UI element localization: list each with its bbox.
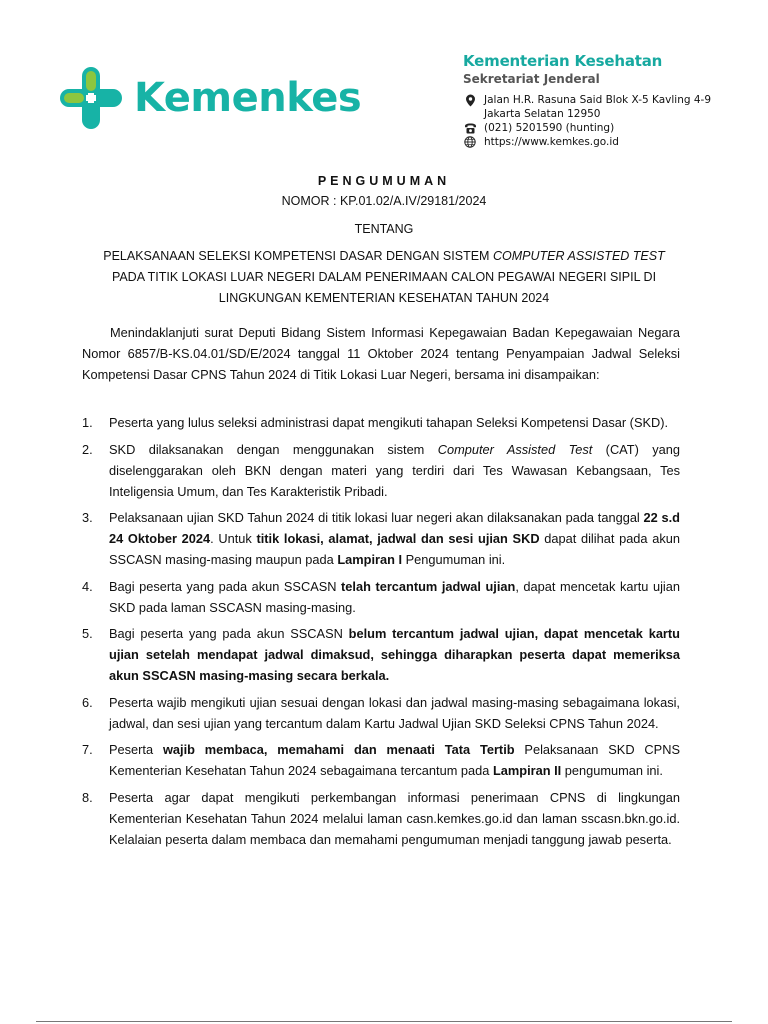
text-run: Peserta yang lulus seleksi administrasi dapat mengikuti tahapan Seleksi Kompetensi Dasar (SKD). <box>109 415 669 430</box>
website-row <box>463 135 753 149</box>
list-item-text <box>109 739 680 781</box>
bold-text: Lampiran I <box>337 552 403 567</box>
subject-part-3: PADA TITIK LOKASI LUAR NEGERI DALAM PENERIMAAN CALON PEGAWAI NEGERI SIPIL DI LINGKUNGAN KEMENTERIAN KESEHATAN TAHUN 2024 <box>111 270 657 305</box>
bold-text: titik lokasi, alamat, jadwal dan sesi ujian SKD <box>256 531 540 546</box>
list-item-text <box>109 623 680 686</box>
document-about: TENTANG <box>354 222 414 236</box>
list-item-text <box>109 787 680 850</box>
text-run: Pengumuman ini. <box>402 552 506 567</box>
text-run: Pelaksanaan ujian SKD Tahun 2024 di titik lokasi luar negeri akan dilaksanakan pada tanggal <box>109 510 644 525</box>
subject-part-italic: COMPUTER ASSISTED TEST <box>492 249 665 263</box>
list-item <box>82 623 680 686</box>
text-run: Bagi peserta yang pada akun SSCASN <box>109 626 349 641</box>
text-run: dapat dilihat pada akun SSCASN masing-masing maupun pada <box>109 531 680 567</box>
kemenkes-emblem-icon <box>56 63 126 133</box>
text-run: Bagi peserta yang pada akun SSCASN <box>109 578 342 594</box>
footer-divider <box>36 1021 732 1022</box>
list-item-text <box>109 507 680 570</box>
document-subject <box>90 246 678 309</box>
address-line-1: Jalan H.R. Rasuna Said Blok X-5 Kavling 4-9 <box>484 94 712 106</box>
italic-text: Computer Assisted Test <box>437 441 593 457</box>
list-item-text <box>109 576 680 618</box>
phone-icon <box>463 121 477 135</box>
logo-wordmark: Kemenkes <box>134 75 362 121</box>
list-item <box>82 739 680 781</box>
globe-icon <box>463 135 477 149</box>
list-item <box>82 692 680 734</box>
list-item-number: 7. <box>82 742 93 757</box>
list-item <box>82 576 680 618</box>
location-icon <box>463 93 477 107</box>
address-row <box>463 93 753 107</box>
list-item-number: 6. <box>82 694 93 710</box>
list-item-number: 3. <box>82 510 93 525</box>
phone-number: (021) 5201590 (hunting) <box>484 122 615 134</box>
bold-text: wajib membaca, memahami dan menaati Tata Tertib <box>162 742 515 757</box>
text-run: Peserta <box>109 742 163 757</box>
text-run: Pelaksanaan SKD CPNS Kementerian Kesehatan Tahun 2024 sebagaimana tercantum pada <box>109 742 680 778</box>
text-run: (CAT) yang diselenggarakan oleh BKN dengan materi yang terdiri dari Tes Wawasan Kebangsaan, Tes Inteligensia Umum, dan Tes Karakteristik Pribadi. <box>109 441 680 499</box>
bold-text: Lampiran II <box>492 763 562 778</box>
list-item <box>82 412 680 433</box>
text-run: pengumuman ini. <box>561 763 663 778</box>
text-run: Peserta wajib mengikuti ujian sesuai dengan lokasi dan jadwal masing-masing sebagaimana lokasi, jadwal, dan sesi ujian yang tercantum dalam Kartu Jadwal Ujian SKD Seleksi CPNS Tahun 2024. <box>109 694 680 731</box>
intro-paragraph: Menindaklanjuti surat Deputi Bidang Sistem Informasi Kepegawaian Badan Kepegawaian Negara Nomor 6857/B-KS.04.01/SD/E/2024 tanggal 11 Oktober 2024 tentang Penyampaian Jadwal Seleksi Kompetensi Dasar CPNS Tahun 2024 di Titik Lokasi Luar Negeri, bersama ini disampaikan: <box>82 325 680 382</box>
text-run: SKD dilaksanakan dengan menggunakan sistem <box>109 441 438 457</box>
document-heading: PENGUMUMAN <box>317 174 451 188</box>
list-item-number: 5. <box>82 626 93 641</box>
list-item <box>82 507 680 570</box>
contact-info <box>463 93 753 149</box>
text-run: , dapat mencetak kartu ujian SKD pada laman SSCASN masing-masing. <box>109 578 680 615</box>
subject-part-1: PELAKSANAAN SELEKSI KOMPETENSI DASAR DENGAN SISTEM <box>103 249 493 263</box>
announcement-list <box>82 412 680 855</box>
list-item-text <box>109 412 680 433</box>
list-item-number: 4. <box>82 578 93 594</box>
organization-block <box>463 52 753 149</box>
text-run: Peserta agar dapat mengikuti perkembangan informasi penerimaan CPNS di lingkungan Kementerian Kesehatan Tahun 2024 melalui laman casn.kemkes.go.id dan laman sscasn.bkn.go.id. Kelalaian peserta dalam membaca dan memahami pengumuman menjadi tanggung jawab peserta. <box>109 789 680 847</box>
list-item-number: 2. <box>82 441 93 457</box>
website-link[interactable]: https://www.kemkes.go.id <box>484 136 619 148</box>
organization-name: Kementerian Kesehatan <box>463 52 663 70</box>
list-item-number: 8. <box>82 789 93 805</box>
bold-text: 22 s.d 24 Oktober 2024 <box>109 510 680 546</box>
list-item <box>82 787 680 850</box>
list-item-number: 1. <box>82 415 93 430</box>
kemenkes-logo <box>56 62 366 134</box>
phone-row <box>463 121 753 135</box>
organization-sub: Sekretariat Jenderal <box>463 72 600 86</box>
list-item <box>82 439 680 502</box>
bold-text: belum tercantum jadwal ujian, dapat mencetak kartu ujian setelah mendapat jadwal dimaksud, sehingga diharapkan peserta dapat memeriksa akun SSCASN masing-masing secara berkala. <box>109 626 680 683</box>
address-line-2: Jakarta Selatan 12950 <box>484 108 601 120</box>
document-number: NOMOR : KP.01.02/A.IV/29181/2024 <box>281 194 487 208</box>
text-run: . Untuk <box>210 531 257 546</box>
list-item-text <box>109 439 680 502</box>
list-item-text <box>109 692 680 734</box>
bold-text: telah tercantum jadwal ujian <box>341 578 516 594</box>
